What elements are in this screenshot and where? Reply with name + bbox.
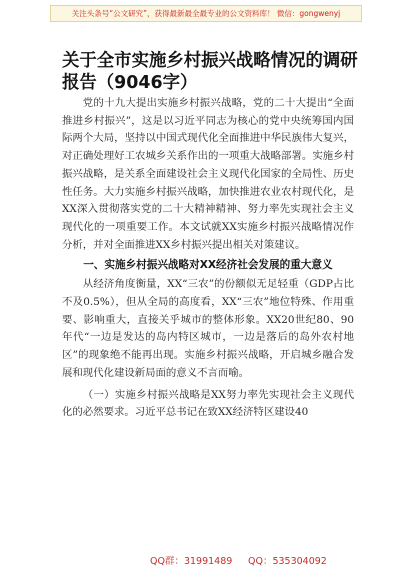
- subsection-paragraph: （一）实施乡村振兴战略是XX努力率先实现社会主义现代化的必然要求。习近平总书记在致XX经济特区建设40: [62, 388, 354, 419]
- qq-group-number: QQ群：31991489: [150, 556, 233, 567]
- document-title: 关于全市实施乡村振兴战略情况的调研报告（9046字）: [62, 51, 358, 93]
- document-body: [62, 95, 354, 422]
- section-paragraph: 从经济角度衡量，XX“三农”的份额似无足轻重（GDP占比不及0.5%），但从全局的高度看，XX“三农”地位特殊、作用重要、影响重大，直接关乎城市的整体形象。XX20世纪80、90年代“一边是发达的岛内特区城市，一边是落后的岛外农村地区”的现象绝不能再出现。实施乡村振兴战略，开启城乡融合发展和现代化建设新局面的意义不言而喻。: [62, 278, 354, 379]
- promo-banner: 关注头条号“公文研究”，获得最新最全最专业的公文资料库！ 微信：gongwenyj: [50, 5, 362, 22]
- footer: [0, 553, 408, 569]
- section-heading: 一、实施乡村振兴战略对XX经济社会发展的重大意义: [83, 259, 333, 272]
- qq-number: QQ：535304092: [248, 556, 327, 567]
- intro-paragraph: 党的十九大提出实施乡村振兴战略，党的二十大提出“全面推进乡村振兴”，这是以习近平同志为核心的党中央统筹国内国际两个大局，坚持以中国式现代化全面推进中华民族伟大复兴，对正确处理好工农城乡关系作出的一项重大战略部署。实施乡村振兴战略，是关系全面建设社会主义现代化国家的全局性、历史性任务。大力实施乡村振兴战略，加快推进农业农村现代化，是XX深入贯彻落实党的二十大精神精神、努力率先实现社会主义现代化的一项重要工作。本文试就XX实施乡村振兴战略情况作分析，并对全面推进XX乡村振兴提出相关对策建议。: [62, 97, 354, 251]
